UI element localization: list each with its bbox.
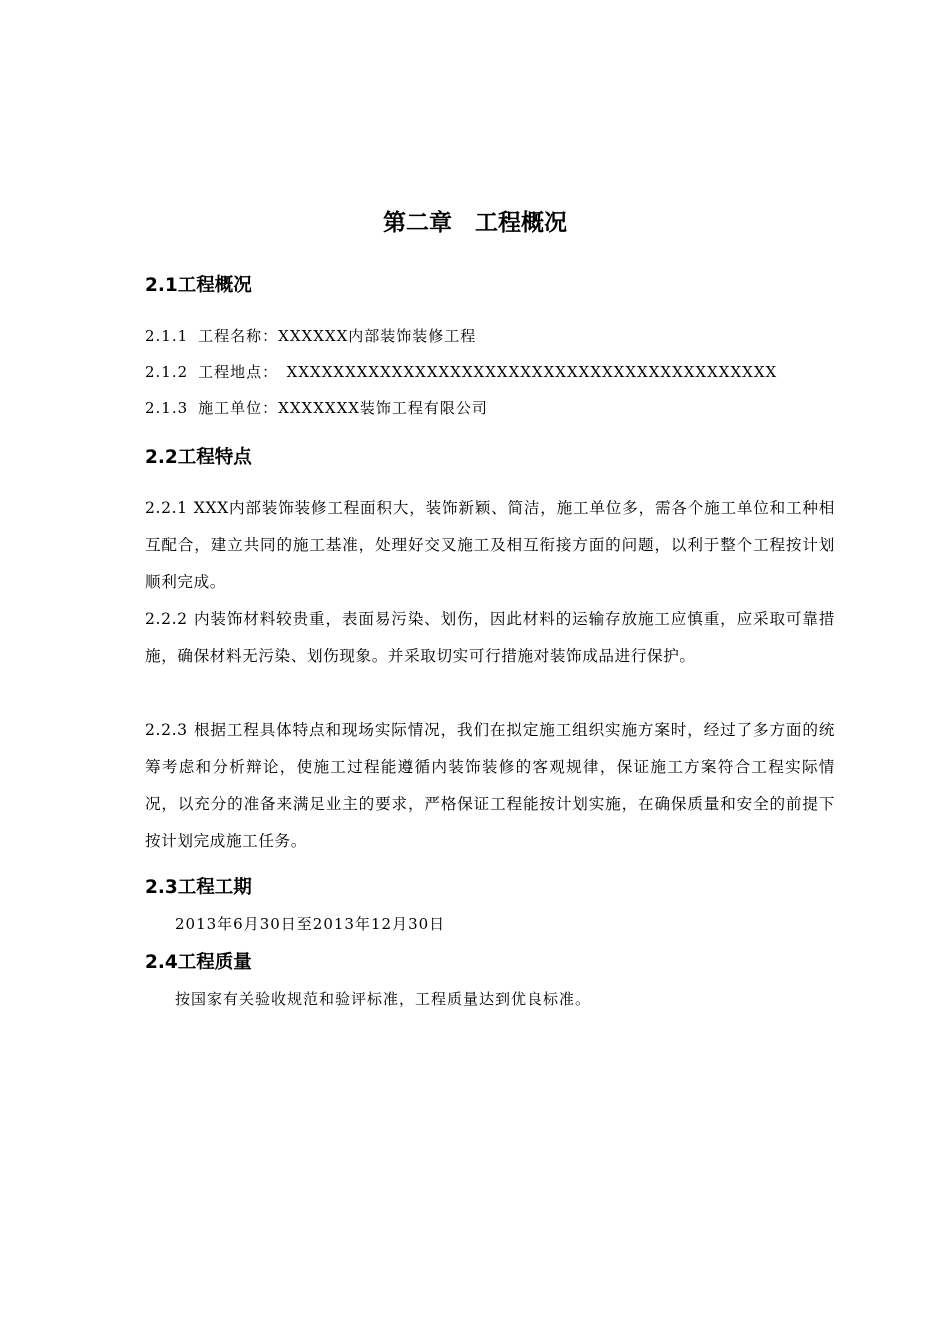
item-number: 2.1.1	[145, 327, 189, 345]
info-line-project-location	[145, 359, 777, 385]
chapter-title: 第二章 工程概况	[383, 210, 567, 236]
item-number: 2.1.2	[145, 363, 189, 381]
paragraph-2-2-2	[145, 601, 835, 675]
paragraph-2-2-1	[145, 490, 835, 601]
item-text: 工程地点： XXXXXXXXXXXXXXXXXXXXXXXXXXXXXXXXXXXXXXXXXX	[198, 363, 778, 381]
item-text: 施工单位：XXXXXXX装饰工程有限公司	[198, 399, 488, 417]
section-heading-2-1: 2.1工程概况	[145, 275, 252, 296]
item-text: 工程名称：XXXXXX内部装饰装修工程	[198, 327, 477, 345]
info-line-contractor	[145, 395, 488, 421]
paragraph-text: 根据工程具体特点和现场实际情况，我们在拟定施工组织实施方案时，经过了多方面的统筹考虑和分析辩论，使施工过程能遵循内装饰装修的客观规律，保证施工方案符合工程实际情况，以充分的准备来满足业主的要求，严格保证工程能按计划实施，在确保质量和安全的前提下按计划完成施工任务。	[145, 721, 835, 850]
quality-text: 按国家有关验收规范和验评标准，工程质量达到优良标准。	[175, 990, 592, 1008]
item-number: 2.1.3	[145, 399, 189, 417]
section-heading-2-3: 2.3工程工期	[145, 877, 252, 898]
info-line-project-name	[145, 323, 476, 349]
section-heading-2-2: 2.2工程特点	[145, 447, 252, 468]
paragraph-text: 内装饰材料较贵重，表面易污染、划伤，因此材料的运输存放施工应慎重，应采取可靠措施，确保材料无污染、划伤现象。并采取切实可行措施对装饰成品进行保护。	[145, 610, 835, 665]
paragraph-number: 2.2.2	[145, 610, 188, 628]
section-heading-2-4: 2.4工程质量	[145, 952, 252, 973]
paragraph-text: XXX内部装饰装修工程面积大，装饰新颖、简洁，施工单位多，需各个施工单位和工种相互配合，建立共同的施工基准，处理好交叉施工及相互衔接方面的问题，以利于整个工程按计划顺利完成。	[145, 499, 835, 591]
schedule-text: 2013年6月30日至2013年12月30日	[175, 915, 446, 933]
paragraph-number: 2.2.1	[145, 499, 188, 517]
paragraph-number: 2.2.3	[145, 721, 188, 739]
paragraph-2-2-3	[145, 712, 835, 860]
